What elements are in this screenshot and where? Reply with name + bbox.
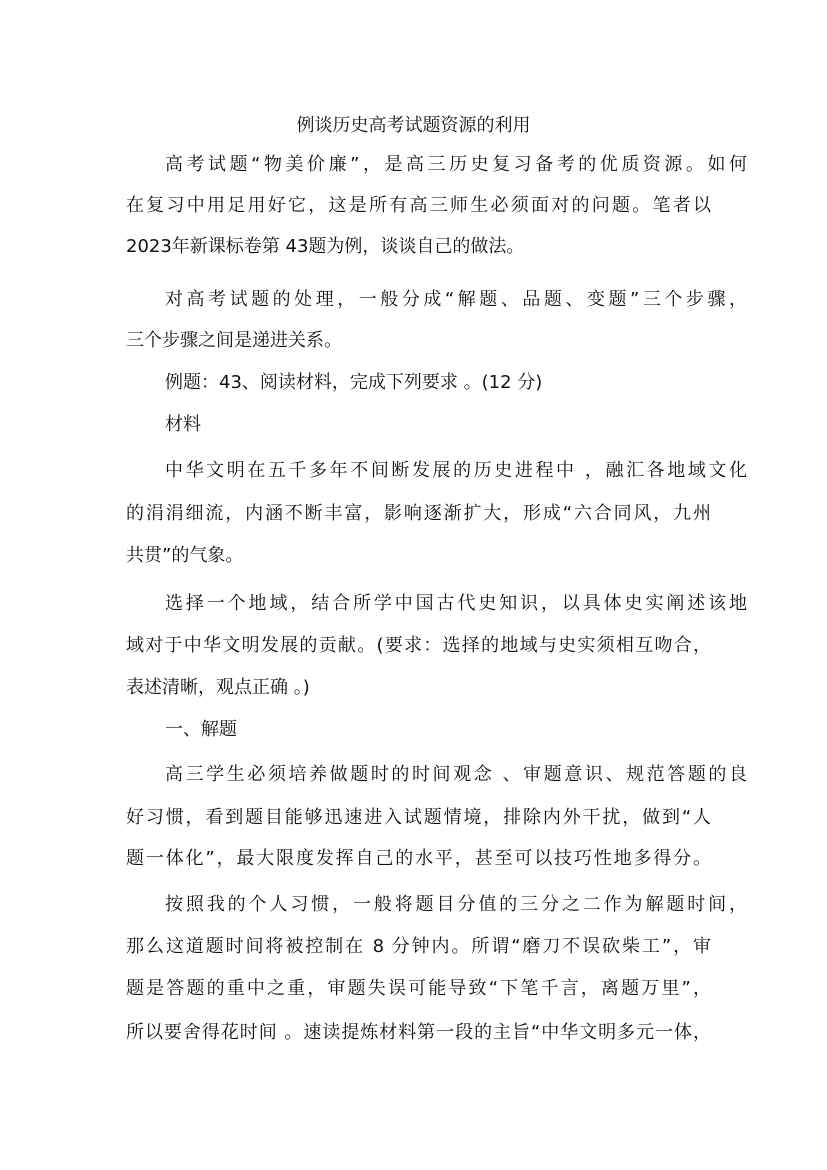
material-label: 材料 [165, 414, 201, 435]
paragraph-2-line-2: 三个步骤之间是递进关系。 [126, 330, 342, 351]
paragraph-9-line-2: 那么这道题时间将被控制在 8 分钟内。所谓“磨刀不误砍柴工”，审 [126, 936, 711, 957]
paragraph-9-line-1: 按照我的个人习惯，一般将题目分值的三分之二作为解题时间， [165, 894, 747, 915]
paragraph-8-line-1: 高三学生必须培养做题时的时间观念 、审题意识、规范答题的良 [165, 764, 747, 785]
material-line-1: 中华文明在五千多年不间断发展的历史进程中 ，融汇各地域文化 [165, 460, 747, 481]
paragraph-1-line-2: 在复习中用足用好它，这是所有高三师生必须面对的问题。笔者以 [126, 195, 711, 216]
paragraph-9-line-3: 题是答题的重中之重，审题失误可能导致“下笔千言，离题万里”， [126, 978, 711, 999]
paragraph-1-line-3: 2023年新课标卷第 43题为例，谈谈自己的做法。 [126, 236, 525, 257]
material-line-2: 的涓涓细流，内涵不断丰富，影响逐渐扩大，形成“六合同风，九州 [126, 503, 711, 524]
requirement-line-3: 表述清晰，观点正确 。) [126, 677, 310, 698]
section-heading-solve: 一、解题 [165, 719, 237, 740]
paragraph-9-line-4: 所以要舍得花时间 。速读提炼材料第一段的主旨“中华文明多元一体， [126, 1022, 711, 1043]
paragraph-2-line-1: 对高考试题的处理，一般分成“解题、品题、变题”三个步骤， [165, 289, 747, 310]
requirement-line-2: 域对于中华文明发展的贡献。(要求：选择的地域与史实须相互吻合， [126, 635, 711, 656]
requirement-line-1: 选择一个地域，结合所学中国古代史知识，以具体史实阐述该地 [165, 593, 747, 614]
example-question-line: 例题：43、阅读材料，完成下列要求 。(12 分) [165, 372, 543, 393]
paragraph-8-line-3: 题一体化”，最大限度发挥自己的水平，甚至可以技巧性地多得分。 [126, 848, 711, 869]
material-line-3: 共贯”的气象。 [126, 545, 244, 566]
document-title: 例谈历史高考试题资源的利用 [296, 115, 531, 136]
paragraph-1-line-1: 高考试题“物美价廉”，是高三历史复习备考的优质资源。如何 [165, 154, 747, 175]
paragraph-8-line-2: 好习惯，看到题目能够迅速进入试题情境，排除内外干扰，做到“人 [126, 807, 711, 828]
